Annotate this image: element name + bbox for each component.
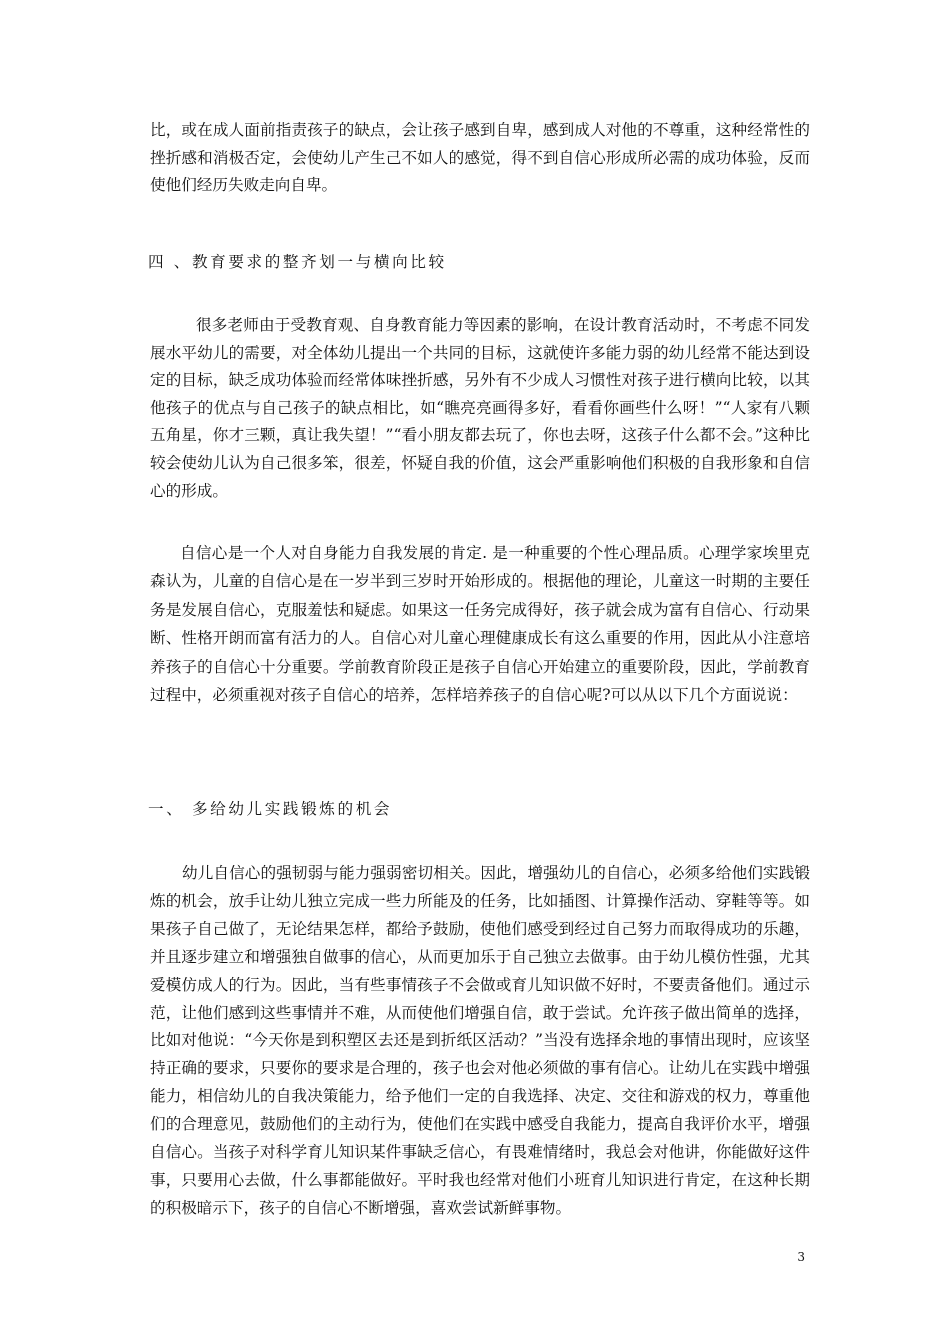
paragraph-horizontal-comparison: 很多老师由于受教育观、自身教育能力等因素的影响，在设计教育活动时，不考虑不同发展水平幼儿的需要，对全体幼儿提出一个共同的目标，这就使许多能力弱的幼儿经常不能达到设定的目标，缺乏成功体验而经常体味挫折感，另外有不少成人习惯性对孩子进行横向比较，以其他孩子的优点与自己孩子的缺点相比，如“瞧亮亮画得多好，看看你画些什么呀！”“人家有八颗五角星，你才三颗，真让我失望！”“看小朋友都去玩了，你也去呀，这孩子什么都不会。”这种比较会使幼儿认为自己很多笨，很差，怀疑自我的价值，这会严重影响他们积极的自我形象和自信心的形成。 bbox=[150, 316, 810, 500]
paragraph-continuation: 比，或在成人面前指责孩子的缺点，会让孩子感到自卑，感到成人对他的不尊重，这种经常性的挫折感和消极否定，会使幼儿产生己不如人的感觉，得不到自信心形成所必需的成功体验，反而使他们经历失败走向自卑。 bbox=[150, 121, 810, 195]
paragraph-practice-opportunities: 幼儿自信心的强韧弱与能力强弱密切相关。因此，增强幼儿的自信心，必须多给他们实践锻炼的机会，放手让幼儿独立完成一些力所能及的任务，比如插图、计算操作活动、穿鞋等等。如果孩子自己做了，无论结果怎样，都给予鼓励，使他们感受到经过自己努力而取得成功的乐趣，并且逐步建立和增强独自做事的信心，从而更加乐于自己独立去做事。由于幼儿模仿性强，尤其爱模仿成人的行为。因此，当有些事情孩子不会做或育儿知识做不好时，不要责备他们。通过示范，让他们感到这些事情并不难，从而使他们增强自信，敢于尝试。允许孩子做出简单的选择，比如对他说：“今天你是到积塑区去还是到折纸区活动？”当没有选择余地的事情出现时，应该坚持正确的要求，只要你的要求是合理的，孩子也会对他必须做的事有信心。让幼儿在实践中增强能力，相信幼儿的自我决策能力，给予他们一定的自我选择、决定、交往和游戏的权力，尊重他们的合理意见，鼓励他们的主动行为，使他们在实践中感受自我能力，提高自我评价水平，增强自信心。当孩子对科学育儿知识某件事缺乏信心，有畏难情绪时，我总会对他讲，你能做好这件事，只要用心去做，什么事都能做好。平时我也经常对他们小班育儿知识进行肯定，在这种长期的积极暗示下，孩子的自信心不断增强，喜欢尝试新鲜事物。 bbox=[150, 864, 810, 1217]
section-heading-one: 一、 多给幼儿实践锻炼的机会 bbox=[148, 800, 393, 818]
section-heading-four: 四 、教育要求的整齐划一与横向比较 bbox=[148, 253, 447, 271]
paragraph-self-confidence-intro: 自信心是一个人对自身能力自我发展的肯定. 是一种重要的个性心理品质。心理学家埃里克森认为，儿童的自信心是在一岁半到三岁时开始形成的。根据他的理论，儿童这一时期的主要任务是发展自信心，克服羞怯和疑虑。如果这一任务完成得好，孩子就会成为富有自信心、行动果断、性格开朗而富有活力的人。自信心对儿童心理健康成长有这么重要的作用，因此从小注意培养孩子的自信心十分重要。学前教育阶段正是孩子自信心开始建立的重要阶段，因此，学前教育过程中，必须重视对孩子自信心的培养，怎样培养孩子的自信心呢?可以从以下几个方面说说： bbox=[150, 544, 810, 705]
page-number: 3 bbox=[797, 1250, 805, 1264]
